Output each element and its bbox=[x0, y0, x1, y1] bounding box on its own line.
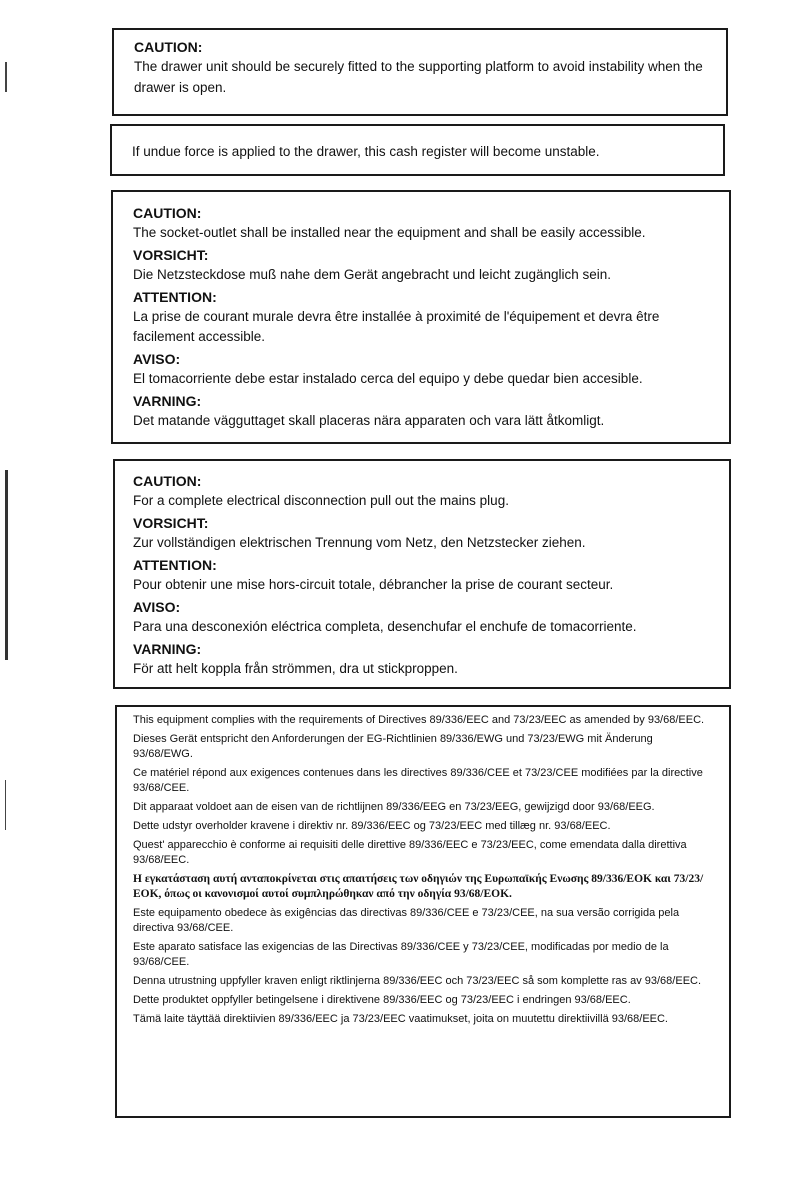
compliance-statement-es: Este aparato satisface las exigencias de las Directivas 89/336/CEE y 73/23/CEE, modificadas por medio de la 93/68/CEE. bbox=[133, 941, 669, 968]
compliance-statement-sv: Denna utrustning uppfyller kraven enligt riktlinjerna 89/336/EEC och 73/23/EEC så som komplette ras av 93/68/EEC. bbox=[133, 975, 702, 987]
warning-heading-fr: ATTENTION: bbox=[133, 557, 217, 573]
compliance-statement-el: Η εγκατάσταση αυτή ανταποκρίνεται στις απαιτήσεις των οδηγιών της Ευρωπαϊκής Ενωσης 89/336/ΕΟΚ και 73/23/ΕΟΚ, όπως οι κανονισμοί αυτοί συμπληρώθηκαν από την οδηγία 93/68/ΕΟΚ. bbox=[133, 873, 704, 900]
disconnection-warning-box bbox=[113, 459, 731, 689]
warning-heading-sv: VARNING: bbox=[133, 641, 202, 657]
warning-heading-en: CAUTION: bbox=[133, 473, 202, 489]
caution-text: The drawer unit should be securely fitted to the supporting platform to avoid instability when the drawer is open. bbox=[134, 59, 703, 95]
caution-heading: CAUTION: bbox=[134, 39, 203, 55]
warning-text-en: The socket-outlet shall be installed near the equipment and shall be easily accessible. bbox=[133, 225, 646, 240]
compliance-statement-fr: Ce matériel répond aux exigences contenues dans les directives 89/336/CEE et 73/23/CEE modifiées par la directive 93/68/CEE. bbox=[133, 767, 703, 794]
warning-text-de: Die Netzsteckdose muß nahe dem Gerät angebracht und leicht zugänglich sein. bbox=[133, 267, 612, 282]
warning-text-de: Zur vollständigen elektrischen Trennung vom Netz, den Netzstecker ziehen. bbox=[133, 535, 586, 550]
drawer-caution-box bbox=[112, 28, 728, 116]
warning-text-sv: Det matande vägguttaget skall placeras nära apparaten och vara lätt åtkomligt. bbox=[133, 413, 605, 428]
warning-text-es: El tomacorriente debe estar instalado cerca del equipo y debe quedar bien accesible. bbox=[133, 371, 643, 386]
warning-text-en: For a complete electrical disconnection pull out the mains plug. bbox=[133, 493, 509, 508]
warning-heading-de: VORSICHT: bbox=[133, 515, 209, 531]
warning-heading-es: AVISO: bbox=[133, 599, 181, 615]
warning-heading-de: VORSICHT: bbox=[133, 247, 209, 263]
compliance-statement-it: Quest' apparecchio è conforme ai requisiti delle direttive 89/336/EEC e 73/23/EEC, come emendata dalla direttiva 93/68/EEC. bbox=[133, 839, 687, 866]
undue-force-text: If undue force is applied to the drawer, this cash register will become unstable. bbox=[132, 144, 600, 159]
warning-heading-fr: ATTENTION: bbox=[133, 289, 217, 305]
warning-heading-sv: VARNING: bbox=[133, 393, 202, 409]
compliance-statement-nl: Dit apparaat voldoet aan de eisen van de richtlijnen 89/336/EEG en 73/23/EEG, gewijzigd door 93/68/EEG. bbox=[133, 801, 655, 813]
warning-text-fr: La prise de courant murale devra être installée à proximité de l'équipement et devra être facilement accessible. bbox=[133, 309, 660, 344]
scan-margin-mark bbox=[5, 780, 6, 830]
warning-heading-en: CAUTION: bbox=[133, 205, 202, 221]
compliance-statement-en: This equipment complies with the requirements of Directives 89/336/EEC and 73/23/EEC as amended by 93/68/EEC. bbox=[133, 714, 705, 726]
socket-outlet-warning-box bbox=[111, 190, 731, 444]
warning-heading-es: AVISO: bbox=[133, 351, 181, 367]
compliance-statement-da: Dette udstyr overholder kravene i direktiv nr. 89/336/EEC og 73/23/EEC med tillæg nr. 93/68/EEC. bbox=[133, 820, 611, 832]
compliance-statement-de: Dieses Gerät entspricht den Anforderungen der EG-Richtlinien 89/336/EWG und 73/23/EWG mit Änderung 93/68/EWG. bbox=[133, 733, 653, 760]
scan-margin-mark bbox=[5, 62, 7, 92]
warning-text-fr: Pour obtenir une mise hors-circuit totale, débrancher la prise de courant secteur. bbox=[133, 577, 614, 592]
compliance-statement-no: Dette produktet oppfyller betingelsene i direktivene 89/336/EEC og 73/23/EEC i endringen 93/68/EEC. bbox=[133, 994, 631, 1006]
compliance-statement-pt: Este equipamento obedece às exigências das directivas 89/336/CEE e 73/23/CEE, na sua versão corrigida pela directiva 93/68/CEE. bbox=[133, 907, 680, 934]
undue-force-box bbox=[110, 124, 725, 176]
warning-text-sv: För att helt koppla från strömmen, dra ut stickproppen. bbox=[133, 661, 458, 676]
compliance-statement-fi: Tämä laite täyttää direktiivien 89/336/EEC ja 73/23/EEC vaatimukset, joita on muutettu direktiivillä 93/68/EEC. bbox=[133, 1013, 668, 1025]
scan-margin-mark bbox=[5, 470, 8, 660]
warning-text-es: Para una desconexión eléctrica completa, desenchufar el enchufe de tomacorriente. bbox=[133, 619, 637, 634]
eu-compliance-box bbox=[115, 705, 731, 1118]
